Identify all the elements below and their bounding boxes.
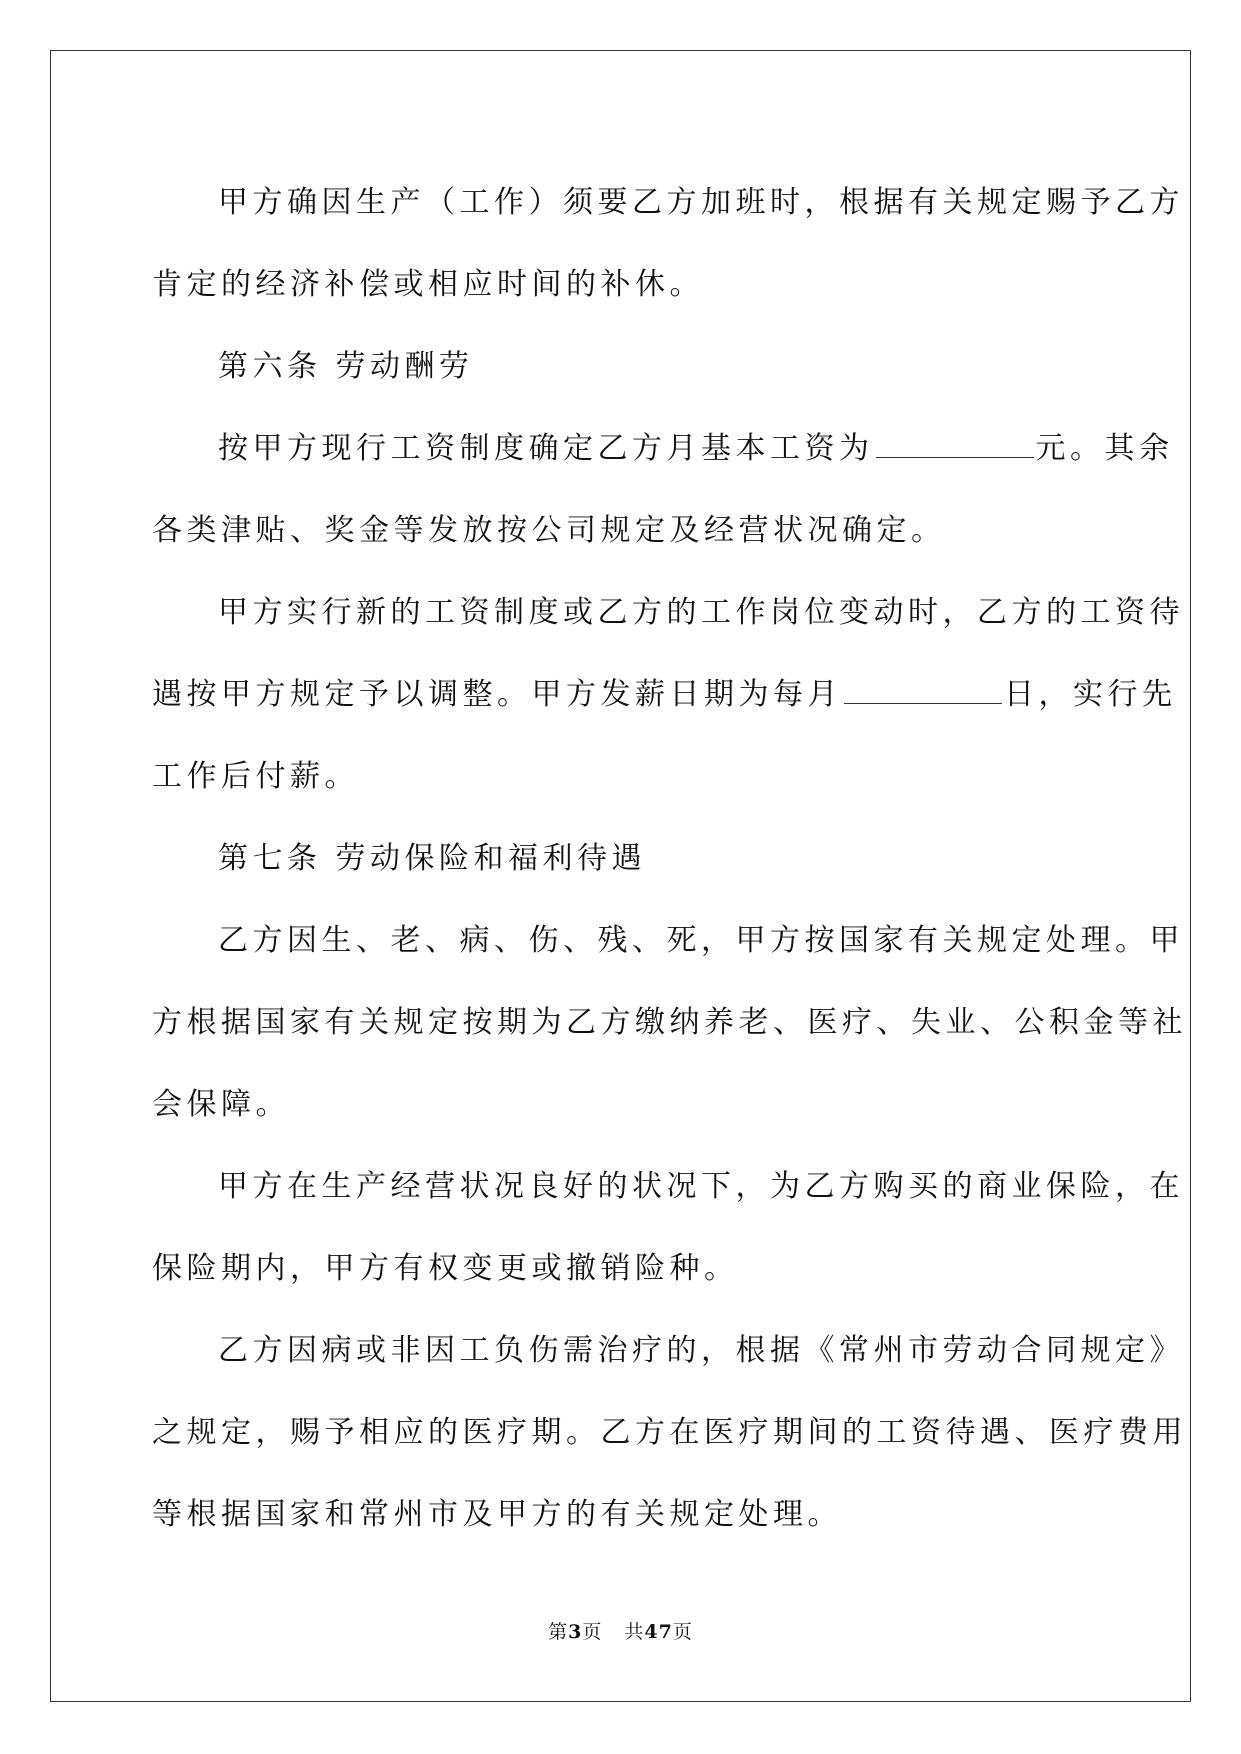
paragraph-pay-date (152, 572, 1184, 818)
article-heading-7 (152, 818, 1089, 900)
page-footer (0, 1620, 1241, 1644)
article-heading-6 (152, 326, 1089, 408)
text-segment: 按甲方现行工资制度确定乙方月基本工资为 (218, 431, 874, 466)
text-line: 工作后付薪。 (152, 759, 359, 794)
pay-day-blank (844, 677, 1002, 704)
current-page-number: 3 (568, 1621, 583, 1643)
text-line: 方根据国家有关规定按期为乙方缴纳养老、医疗、失业、公积金等社 (152, 1005, 1187, 1040)
text-line: 甲方在生产经营状况良好的状况下，为乙方购买的商业保险，在 (218, 1169, 1184, 1204)
text-line: 之规定，赐予相应的医疗期。乙方在医疗期间的工资待遇、医疗费用 (152, 1415, 1187, 1450)
heading-text: 第六条 劳动酬劳 (218, 349, 474, 384)
text-line: 会保障。 (152, 1087, 290, 1122)
footer-total-suffix: 页 (672, 1621, 693, 1643)
text-segment: 日，实行先 (1004, 677, 1177, 712)
paragraph-social-insurance (152, 900, 1187, 1146)
heading-text: 第七条 劳动保险和福利待遇 (218, 841, 647, 876)
paragraph-commercial-insurance (152, 1146, 1184, 1310)
salary-amount-blank (876, 431, 1034, 458)
text-line: 甲方实行新的工资制度或乙方的工作岗位变动时，乙方的工资待 (218, 595, 1184, 630)
footer-page-word: 页 (582, 1621, 603, 1643)
footer-prefix: 第 (548, 1621, 569, 1643)
paragraph-base-salary (152, 408, 1174, 572)
total-pages-number: 47 (644, 1621, 673, 1643)
text-segment: 遇按甲方规定予以调整。甲方发薪日期为每月 (152, 677, 842, 712)
document-body (152, 162, 1187, 1556)
text-line: 肯定的经济补偿或相应时间的补休。 (152, 267, 704, 302)
text-line: 保险期内，甲方有权变更或撤销险种。 (152, 1251, 739, 1286)
text-line: 甲方确因生产（工作）须要乙方加班时，根据有关规定赐予乙方 (218, 185, 1184, 220)
paragraph-overtime (152, 162, 1184, 326)
text-segment: 元。其余 (1035, 431, 1174, 466)
text-line: 乙方因病或非因工负伤需治疗的，根据《常州市劳动合同规定》 (218, 1333, 1184, 1368)
text-line: 乙方因生、老、病、伤、残、死，甲方按国家有关规定处理。甲 (218, 923, 1184, 958)
footer-total-prefix: 共 (624, 1621, 645, 1643)
text-line (152, 654, 1177, 736)
text-line: 等根据国家和常州市及甲方的有关规定处理。 (152, 1497, 842, 1532)
paragraph-medical-period (152, 1310, 1187, 1556)
text-line (152, 408, 1174, 490)
text-line: 各类津贴、奖金等发放按公司规定及经营状况确定。 (152, 513, 946, 548)
